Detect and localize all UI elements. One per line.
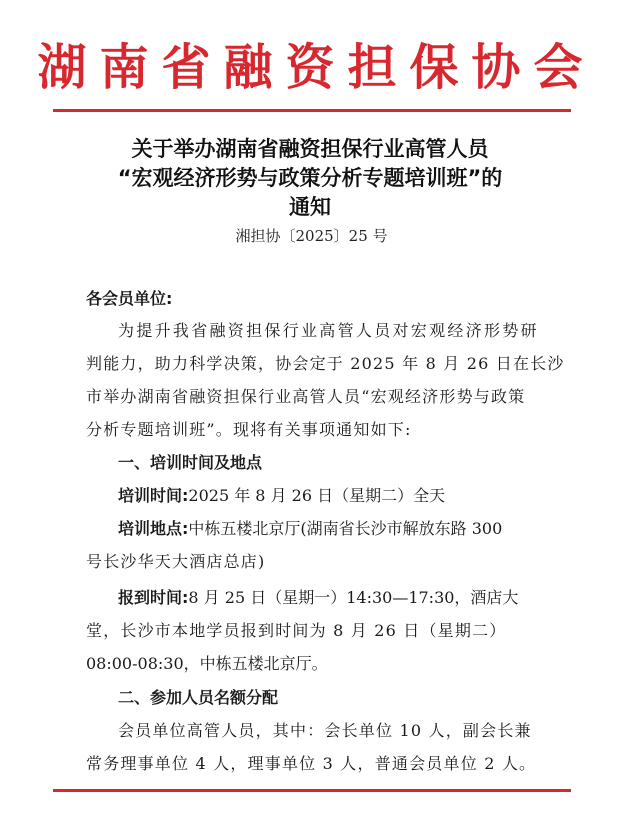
intro-line-2: 判能力，助力科学决策，协会定于 2025 年 8 月 26 日在长沙	[86, 354, 565, 373]
checkin-time-cont-2: 08:00-08:30，中栋五楼北京厅。	[86, 654, 328, 673]
checkin-time-label: 报到时间:	[118, 588, 189, 607]
section-2-line-1: 会员单位高管人员，其中：会长单位 10 人，副会长兼	[118, 721, 532, 740]
checkin-time-row	[118, 587, 518, 609]
notice-title-line-3: 通知	[289, 195, 331, 219]
training-time-label: 培训时间:	[118, 486, 189, 505]
footer-red-rule	[53, 789, 571, 792]
intro-line-1: 为提升我省融资担保行业高管人员对宏观经济形势研	[118, 321, 539, 340]
training-place-row	[118, 518, 502, 540]
checkin-time-cont-1: 堂，长沙市本地学员报到时间为 8 月 26 日（星期二）	[86, 621, 507, 640]
salutation: 各会员单位:	[86, 289, 173, 308]
notice-title-line-1: 关于举办湖南省融资担保行业高管人员	[131, 137, 489, 161]
training-time-row	[118, 485, 445, 507]
document-number: 湘担协〔2025〕25 号	[235, 227, 388, 245]
training-place-label: 培训地点:	[118, 519, 189, 538]
training-place-value: 中栋五楼北京厅(湖南省长沙市解放东路 300	[188, 519, 503, 538]
section-2-line-2: 常务理事单位 4 人，理事单位 3 人，普通会员单位 2 人。	[86, 754, 537, 773]
notice-title-line-2: “宏观经济形势与政策分析专题培训班”的	[117, 166, 503, 190]
letterhead-red-rule	[53, 109, 571, 112]
training-time-value: 2025 年 8 月 26 日（星期二）全天	[188, 486, 446, 505]
section-1-heading: 一、培训时间及地点	[118, 453, 263, 472]
checkin-time-value: 8 月 25 日（星期一）14:30—17:30，酒店大	[188, 588, 519, 607]
intro-line-3: 市举办湖南省融资担保行业高管人员“宏观经济形势与政策	[86, 387, 526, 406]
intro-line-4: 分析专题培训班”。现将有关事项通知如下:	[86, 420, 412, 439]
training-place-value-cont: 号长沙华天大酒店总店)	[86, 552, 266, 571]
section-2-heading: 二、参加人员名额分配	[118, 688, 279, 707]
letterhead-title: 湖南省融资担保协会	[37, 39, 596, 96]
